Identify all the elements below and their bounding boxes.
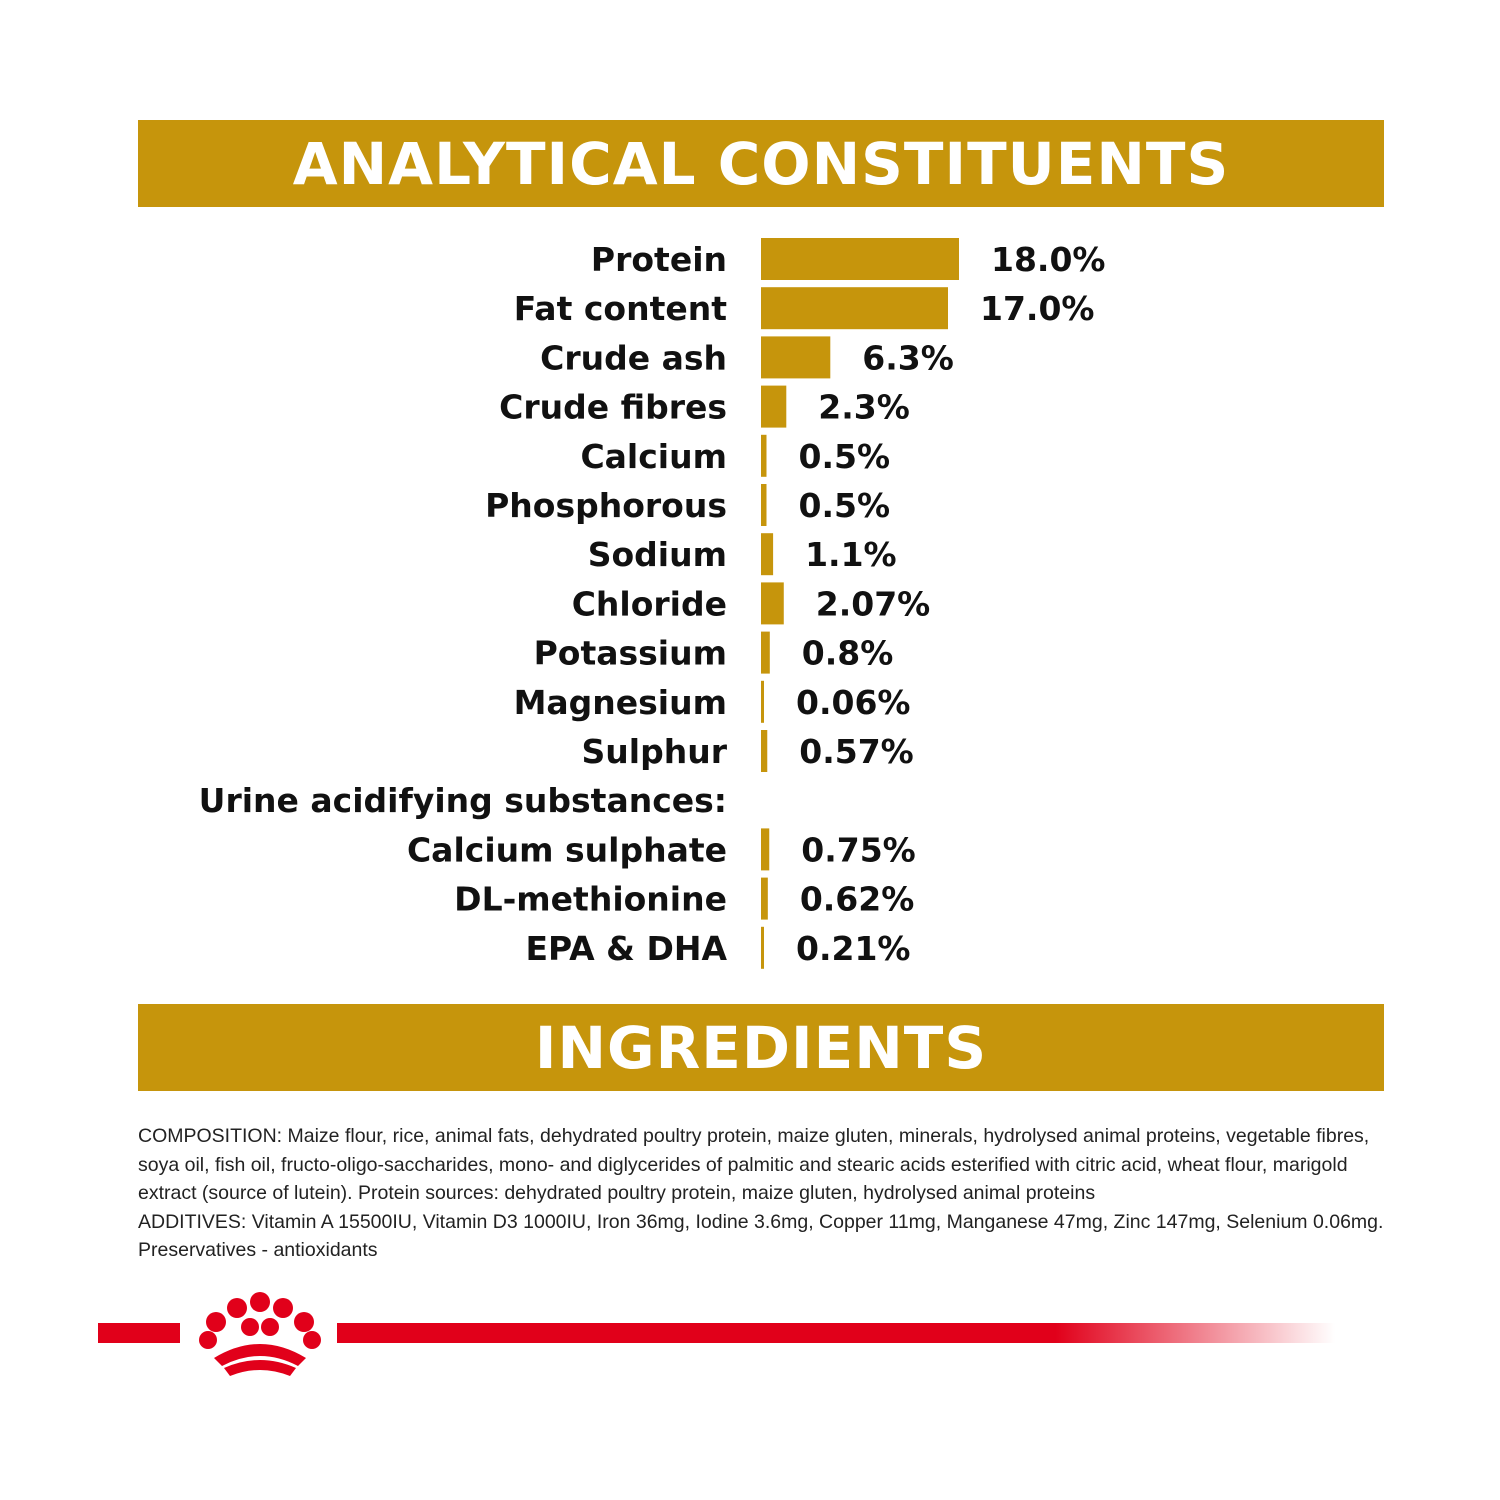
bar-label: Crude ash bbox=[540, 338, 727, 378]
bar bbox=[761, 238, 959, 280]
bar-value-label: 17.0% bbox=[980, 289, 1095, 329]
bar-value-label: 6.3% bbox=[862, 338, 954, 378]
bar bbox=[761, 927, 764, 969]
bar bbox=[761, 730, 767, 772]
bar-label: Fat content bbox=[513, 289, 727, 329]
bar-value-label: 0.5% bbox=[798, 436, 891, 476]
bar-value-label: 0.8% bbox=[801, 633, 894, 673]
bar-label: Phosphorous bbox=[485, 486, 727, 525]
bar bbox=[761, 533, 773, 575]
bar-label: Crude fibres bbox=[499, 387, 727, 427]
analytical-constituents-title: ANALYTICAL CONSTITUENTS bbox=[292, 129, 1230, 198]
bar bbox=[761, 632, 770, 674]
bar-value-label: 2.07% bbox=[815, 584, 931, 624]
bar-label: Sodium bbox=[587, 535, 727, 575]
bar bbox=[761, 336, 830, 378]
bar-label: Calcium sulphate bbox=[406, 830, 727, 870]
bar bbox=[761, 878, 768, 920]
bar bbox=[761, 582, 784, 624]
additives-text: ADDITIVES: Vitamin A 15500IU, Vitamin D3 1000IU, Iron 36mg, Iodine 3.6mg, Copper 11mg, Manganese 47mg, Zinc 147mg, Selenium 0.06mg. Preservatives - antioxidants bbox=[138, 1210, 1384, 1261]
brand-line-left bbox=[98, 1323, 180, 1343]
bar-label: Sulphur bbox=[581, 732, 727, 771]
composition-text: COMPOSITION: Maize flour, rice, animal fats, dehydrated poultry protein, maize gluten, minerals, hydrolysed animal proteins, vegetable fibres, soya oil, fish oil, fructo-oligo-saccharides, mono- and diglycerides of palmitic and stearic acids esterified with citric acid, wheat flour, marigold extract (source of lutein). Protein sources: dehydrated poultry protein, maize gluten, hydrolysed animal proteins bbox=[138, 1125, 1370, 1204]
bar-value-label: 0.5% bbox=[798, 486, 891, 525]
crown-icon bbox=[199, 1292, 321, 1376]
bar-value-label: 2.3% bbox=[818, 387, 910, 427]
bar-label: Magnesium bbox=[513, 682, 727, 722]
ingredients-text bbox=[138, 1122, 1388, 1265]
bar bbox=[761, 435, 767, 477]
bar-label: EPA & DHA bbox=[525, 928, 727, 968]
bar bbox=[761, 386, 786, 428]
brand-line-right bbox=[337, 1323, 1335, 1343]
ingredients-title: INGREDIENTS bbox=[534, 1013, 988, 1082]
bar-label: Chloride bbox=[571, 584, 727, 624]
bar-value-label: 18.0% bbox=[991, 240, 1106, 279]
brand-footer bbox=[0, 1280, 1500, 1380]
bar-label: Protein bbox=[590, 240, 727, 279]
bar bbox=[761, 828, 769, 870]
bar-value-label: 0.21% bbox=[796, 928, 911, 968]
bar-value-label: 0.06% bbox=[796, 682, 911, 722]
row-heading: Urine acidifying substances: bbox=[198, 781, 727, 821]
bar bbox=[761, 287, 948, 329]
bar bbox=[761, 681, 764, 723]
bar bbox=[761, 484, 767, 526]
bar-label: Potassium bbox=[533, 633, 727, 673]
bar-label: DL-methionine bbox=[454, 879, 727, 919]
bar-value-label: 0.75% bbox=[801, 830, 916, 870]
bar-label: Calcium bbox=[580, 436, 727, 476]
bar-value-label: 0.57% bbox=[799, 732, 914, 771]
bar-value-label: 0.62% bbox=[799, 879, 915, 919]
ingredients-banner bbox=[138, 1004, 1384, 1091]
bar-value-label: 1.1% bbox=[805, 535, 897, 575]
